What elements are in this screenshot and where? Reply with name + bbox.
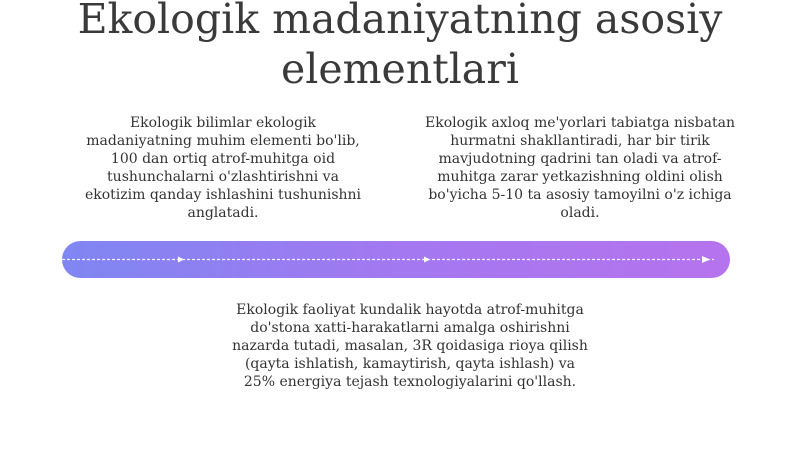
arrow-right-icon [702,256,710,263]
arrow-right-icon [424,257,430,263]
page-title: Ekologik madaniyatning asosiy elementlari [77,0,723,93]
arrow-line-graphic [62,241,730,278]
text-block-ethics: Ekologik axloq me'yorlari tabiatga nisbatan hurmatni shakllantiradi, har bir tirik mavjudotning qadrini tan oladi va atrof-muhitga zarar yetkazishning oldini olish bo'yicha 5-10 ta asosiy tamoyilni o'z ichiga oladi. [425,115,735,221]
timeline-arrow-bar [62,241,730,278]
text-block-knowledge: Ekologik bilimlar ekologik madaniyatning muhim elementi bo'lib, 100 dan ortiq atrof-muhitga oid tushunchalarni o'zlashtirishni va ekotizim qanday ishlashini tushunishni anglatadi. [84,115,362,221]
arrow-right-icon [178,257,184,263]
text-block-activity: Ekologik faoliyat kundalik hayotda atrof-muhitga do'stona xatti-harakatlarni amalga oshirishni nazarda tutadi, masalan, 3R qoidasiga rioya qilish (qayta ishlatish, kamaytirish, qayta ishlash) va 25% energiya tejash texnologiyalarini qo'llash. [232,302,588,390]
